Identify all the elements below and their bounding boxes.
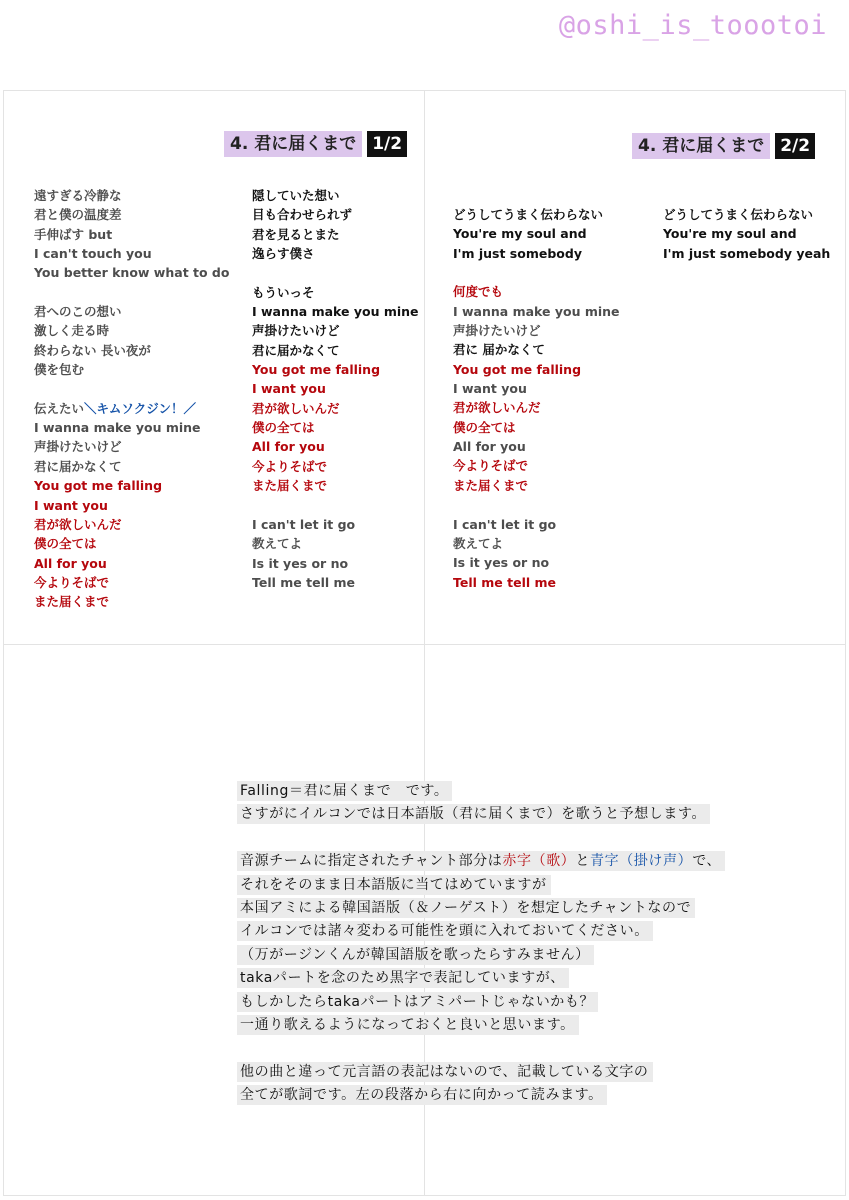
horizontal-divider <box>3 644 846 645</box>
lyric-line: 君と僕の温度差 <box>34 207 122 223</box>
note-fragment: 音源チームに指定されたチャント部分は <box>240 853 503 870</box>
note-line <box>237 1084 827 1107</box>
note-line <box>237 1061 827 1084</box>
note-line <box>237 803 827 826</box>
lyric-line: I can't let it go <box>453 516 557 532</box>
lyrics-column-3 <box>453 205 658 592</box>
note-line <box>237 944 827 967</box>
lyrics-column-4 <box>663 205 849 263</box>
note-text: takaパートを念のため黒字で表記していますが、 <box>237 968 569 988</box>
chant-line: 今よりそばで <box>252 458 328 474</box>
lyric-line: You're my soul and <box>663 226 797 242</box>
lyric-line: 逸らす僕さ <box>252 246 315 262</box>
lyric-line: Is it yes or no <box>252 555 349 571</box>
chant-line: All for you <box>252 439 325 455</box>
note-line <box>237 780 827 803</box>
note-text: もしかしたらtakaパートはアミパートじゃないかも？ <box>237 992 598 1012</box>
lyric-line: 君に 届かなくて <box>453 342 545 358</box>
chant-line: You got me falling <box>252 362 381 378</box>
chant-line: All for you <box>34 555 107 571</box>
part-badge: 2/2 <box>775 133 815 159</box>
lyric-line: もういっそ <box>252 284 315 300</box>
chant-line: 何度でも <box>453 284 504 300</box>
chant-line: You got me falling <box>34 478 163 494</box>
lyric-line: Is it yes or no <box>453 555 550 571</box>
note-line <box>237 850 827 873</box>
lyric-line: 遠すぎる冷静な <box>34 188 122 203</box>
note-text: 一通り歌えるようになっておくと良いと思います。 <box>237 1015 579 1035</box>
lyric-line: 激しく走る時 <box>34 323 110 339</box>
lyric-line: 君に届かなくて <box>252 342 340 358</box>
lyric-line: I wanna make you mine <box>252 304 419 320</box>
chant-line: 僕の全ては <box>252 420 315 436</box>
chant-line: 君が欲しいんだ <box>453 400 541 416</box>
note-fragment: と <box>575 853 590 870</box>
chant-line: Tell me tell me <box>453 574 556 590</box>
lyric-line: どうしてうまく伝わらない <box>663 207 814 222</box>
red-legend: 赤字（歌） <box>502 853 576 870</box>
note-text: 本国アミによる韓国語版（＆ノーゲスト）を想定したチャントなので <box>237 898 695 918</box>
lyric-line: I'm just somebody <box>453 245 582 261</box>
lyric-line: I want you <box>453 381 527 397</box>
note-text: イルコンでは諸々変わる可能性を頭に入れておいてください。 <box>237 921 653 941</box>
note-line <box>237 967 827 990</box>
lyric-line-with-call <box>34 399 239 418</box>
lyric-line: 目も合わせられず <box>252 207 353 223</box>
notes-block <box>237 780 827 1107</box>
chant-line: 僕の全ては <box>34 536 97 552</box>
chant-line: You got me falling <box>453 361 582 377</box>
lyric-line: 君へのこの想い <box>34 304 122 320</box>
lyrics-column-2 <box>252 186 457 592</box>
chant-line: また届くまで <box>453 477 529 493</box>
part-badge: 1/2 <box>367 131 407 157</box>
account-handle: @oshi_is_toootoi <box>558 10 827 41</box>
note-text: Falling＝君に届くまで です。 <box>237 781 452 801</box>
note-line <box>237 897 827 920</box>
lyric-line: 声掛けたいけど <box>34 439 122 455</box>
lyric-line: I can't touch you <box>34 246 152 262</box>
note-line <box>237 920 827 943</box>
lyric-text: 伝えたい <box>34 400 85 416</box>
lyric-line: Tell me tell me <box>252 574 355 590</box>
lyric-line: You're my soul and <box>453 226 587 242</box>
lyric-line: You better know what to do <box>34 265 230 281</box>
lyric-line: 教えてよ <box>453 535 504 551</box>
note-text: 他の曲と違って元言語の表記はないので、記載している文字の <box>237 1062 653 1082</box>
lyric-line: I wanna make you mine <box>34 420 201 436</box>
chant-line: I want you <box>34 497 108 513</box>
lyric-line: 教えてよ <box>252 536 303 552</box>
lyric-line: I wanna make you mine <box>453 303 620 319</box>
note-fragment: で、 <box>692 853 722 870</box>
note-text: 全てが歌詞です。左の段落から右に向かって読みます。 <box>237 1085 607 1105</box>
lyric-line: 隠していた想い <box>252 188 340 203</box>
note-line <box>237 991 827 1014</box>
lyric-line: 君を見るとまた <box>252 226 340 242</box>
fan-call: ＼キムソクジン！／ <box>84 400 196 416</box>
song-title: 4. 君に届くまで <box>224 131 362 157</box>
panel1-title <box>224 131 407 157</box>
chant-line: I want you <box>252 381 326 397</box>
chant-line: また届くまで <box>34 594 110 610</box>
chant-line: 今よりそばで <box>453 458 529 474</box>
note-text: （万がージンくんが韓国語版を歌ったらすみません） <box>237 945 594 965</box>
lyric-line: 終わらない 長い夜が <box>34 342 151 358</box>
note-text: それをそのまま日本語版に当てはめていますが <box>237 875 551 895</box>
lyric-line: 声掛けたいけど <box>453 323 541 339</box>
lyric-line: どうしてうまく伝わらない <box>453 207 604 222</box>
chant-line: 僕の全ては <box>453 419 516 435</box>
song-title: 4. 君に届くまで <box>632 133 770 159</box>
lyrics-column-1 <box>34 186 239 612</box>
lyric-line: 君に届かなくて <box>34 458 122 474</box>
note-line <box>237 1014 827 1037</box>
chant-line: 今よりそばで <box>34 574 110 590</box>
panel2-title <box>632 133 815 159</box>
blue-legend: 青字（掛け声） <box>590 853 693 870</box>
chant-line: また届くまで <box>252 478 328 494</box>
lyric-line: I can't let it go <box>252 516 356 532</box>
lyric-line: 僕を包む <box>34 362 85 378</box>
lyric-line: 声掛けたいけど <box>252 323 340 339</box>
lyric-line: I'm just somebody yeah <box>663 245 831 261</box>
note-line <box>237 874 827 897</box>
note-text <box>237 851 725 871</box>
lyric-line: 手伸ばす but <box>34 226 113 242</box>
note-text: さすがにイルコンでは日本語版（君に届くまで）を歌うと予想します。 <box>237 804 710 824</box>
chant-line: 君が欲しいんだ <box>252 400 340 416</box>
lyric-line: All for you <box>453 439 526 455</box>
chant-line: 君が欲しいんだ <box>34 516 122 532</box>
